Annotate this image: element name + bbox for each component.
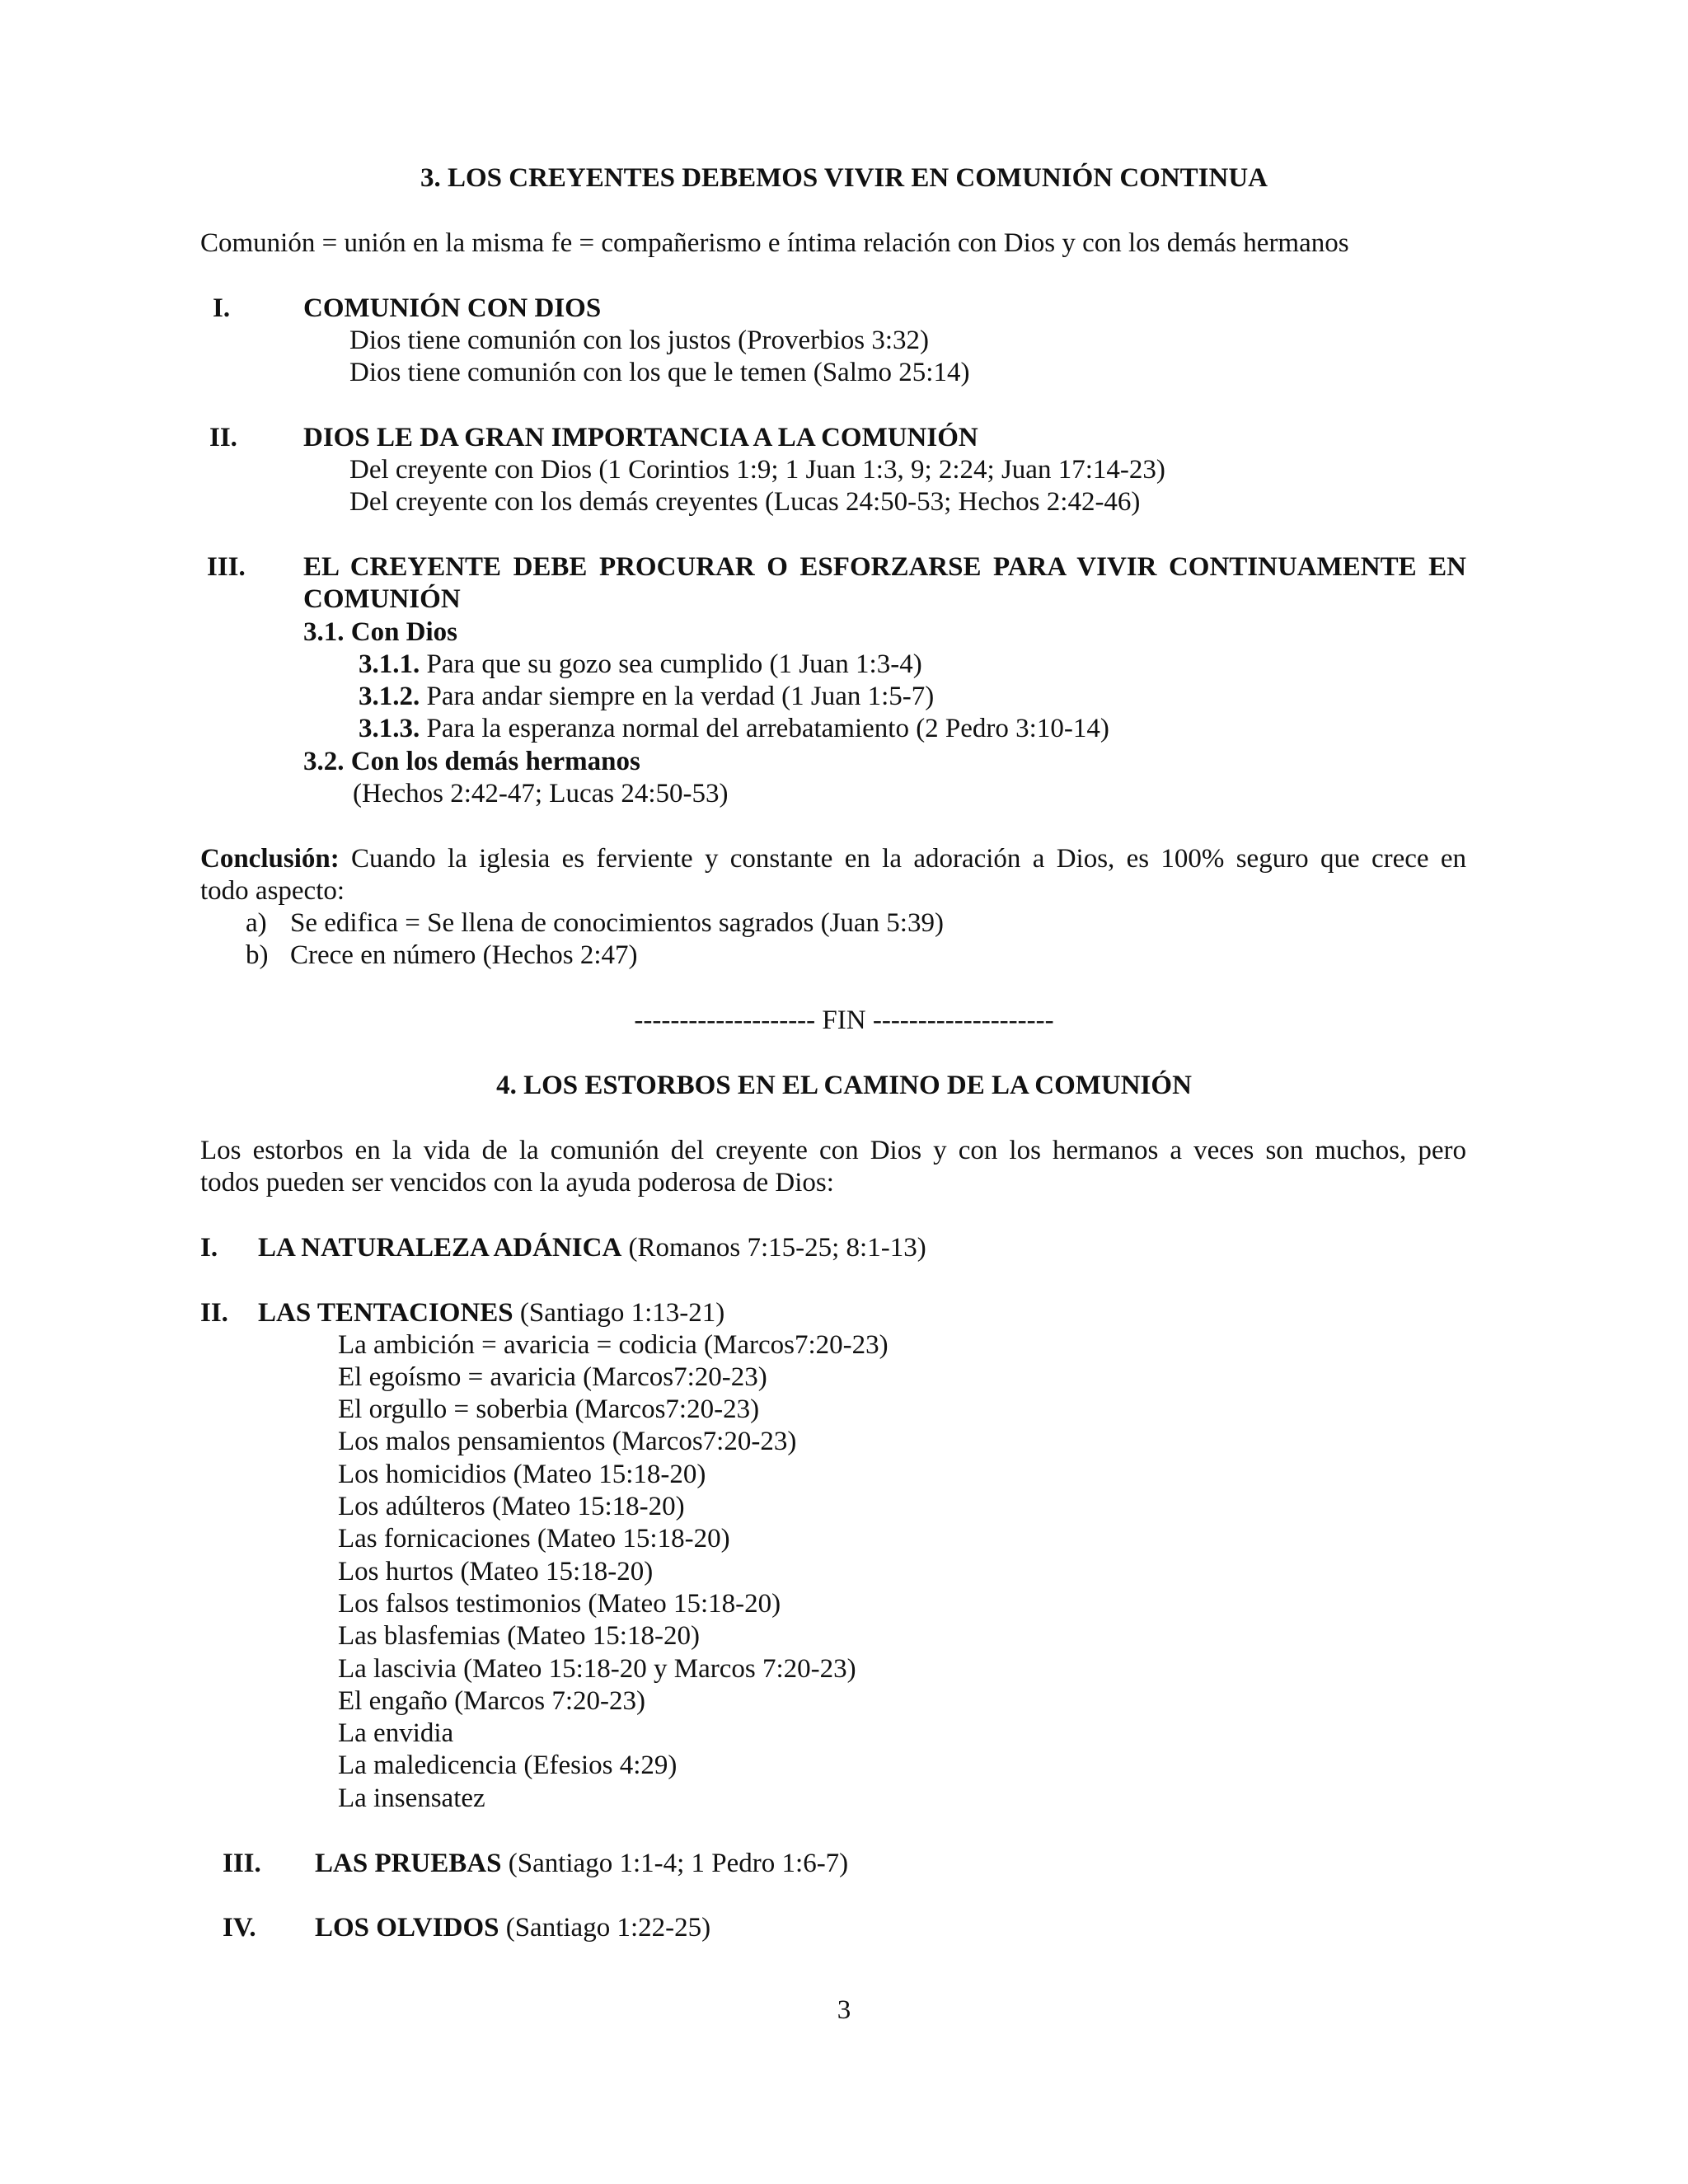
list-item: Crece en número (Hechos 2:47) — [290, 940, 638, 970]
point-heading: LA NATURALEZA ADÁNICA — [258, 1233, 622, 1263]
temptation-item: Los hurtos (Mateo 15:18-20) — [338, 1557, 654, 1586]
temptation-item: La maledicencia (Efesios 4:29) — [338, 1750, 678, 1780]
section-3-title: 3. LOS CREYENTES DEBEMOS VIVIR EN COMUNIÓN CONTINUA — [420, 163, 1268, 193]
subsection-heading: 3.1. Con Dios — [303, 617, 458, 647]
temptation-item: El engaño (Marcos 7:20-23) — [338, 1686, 645, 1716]
list-letter: b) — [246, 940, 269, 970]
temptation-item: El orgullo = soberbia (Marcos7:20-23) — [338, 1394, 760, 1424]
point-line: Dios tiene comunión con los justos (Proverbios 3:32) — [349, 326, 930, 355]
temptation-item: La envidia — [338, 1718, 454, 1748]
roman-numeral: III. — [223, 1849, 261, 1878]
roman-numeral: II. — [209, 423, 237, 452]
roman-numeral: II. — [200, 1298, 228, 1328]
point-line: Del creyente con los demás creyentes (Lucas 24:50-53; Hechos 2:42-46) — [349, 487, 1141, 517]
temptation-item: Las blasfemias (Mateo 15:18-20) — [338, 1621, 700, 1651]
conclusion-label: Conclusión: — [200, 844, 340, 874]
intro-paragraph: Los estorbos en la vida de la comunión del creyente con Dios y con los hermanos a veces son muchos, pero — [200, 1136, 1466, 1165]
subpoint-number: 3.1.2. — [359, 682, 420, 711]
temptation-item: Los homicidios (Mateo 15:18-20) — [338, 1460, 706, 1489]
subpoint-text: Para andar siempre en la verdad (1 Juan 1:5-7) — [420, 682, 935, 711]
subsection-heading: 3.2. Con los demás hermanos — [303, 747, 640, 776]
intro-paragraph-continued: todos pueden ser vencidos con la ayuda poderosa de Dios: — [200, 1168, 834, 1197]
point-heading: COMUNIÓN CON DIOS — [303, 293, 602, 323]
temptation-item: El egoísmo = avaricia (Marcos7:20-23) — [338, 1362, 767, 1392]
conclusion-paragraph-continued: todo aspecto: — [200, 876, 345, 906]
point-reference: (Santiago 1:1-4; 1 Pedro 1:6-7) — [501, 1849, 849, 1878]
point-reference: (Santiago 1:22-25) — [499, 1913, 711, 1943]
subpoint-line — [359, 681, 934, 713]
temptation-item: La insensatez — [338, 1783, 485, 1813]
point-heading: LOS OLVIDOS — [315, 1913, 499, 1943]
point-heading: EL CREYENTE DEBE PROCURAR O ESFORZARSE PARA VIVIR CONTINUAMENTE EN — [303, 552, 1466, 582]
list-item: Se edifica = Se llena de conocimientos sagrados (Juan 5:39) — [290, 908, 944, 938]
temptation-item: Las fornicaciones (Mateo 15:18-20) — [338, 1524, 730, 1554]
subsection-reference: (Hechos 2:42-47; Lucas 24:50-53) — [353, 779, 729, 808]
conclusion-text: Cuando la iglesia es ferviente y constante en la adoración a Dios, es 100% seguro que crece en — [339, 844, 1466, 874]
point-heading: LAS PRUEBAS — [315, 1849, 502, 1878]
page-number: 3 — [837, 1995, 851, 2025]
point-line — [258, 1297, 724, 1329]
roman-numeral: III. — [207, 552, 246, 582]
fin-divider: -------------------- FIN -------------------- — [634, 1005, 1054, 1035]
point-heading-continued: COMUNIÓN — [303, 584, 461, 614]
communion-definition: Comunión = unión en la misma fe = compañerismo e íntima relación con Dios y con los demás hermanos — [200, 228, 1349, 258]
subpoint-text: Para que su gozo sea cumplido (1 Juan 1:3-4) — [420, 649, 922, 679]
point-line — [315, 1912, 710, 1944]
point-line — [258, 1232, 926, 1264]
section-4-title: 4. LOS ESTORBOS EN EL CAMINO DE LA COMUNIÓN — [496, 1071, 1192, 1100]
subpoint-number: 3.1.3. — [359, 714, 420, 743]
point-line: Del creyente con Dios (1 Corintios 1:9; 1 Juan 1:3, 9; 2:24; Juan 17:14-23) — [349, 455, 1165, 485]
point-reference: (Romanos 7:15-25; 8:1-13) — [621, 1233, 926, 1263]
list-letter: a) — [246, 908, 267, 938]
temptation-item: Los malos pensamientos (Marcos7:20-23) — [338, 1427, 797, 1456]
point-reference: (Santiago 1:13-21) — [513, 1298, 725, 1328]
point-line: Dios tiene comunión con los que le temen (Salmo 25:14) — [349, 358, 970, 387]
subpoint-line — [359, 713, 1109, 745]
roman-numeral: I. — [200, 1233, 218, 1263]
subpoint-text: Para la esperanza normal del arrebatamiento (2 Pedro 3:10-14) — [420, 714, 1109, 743]
temptation-item: La ambición = avaricia = codicia (Marcos7:20-23) — [338, 1330, 889, 1360]
point-line — [315, 1848, 848, 1880]
temptation-item: Los adúlteros (Mateo 15:18-20) — [338, 1492, 685, 1521]
subpoint-line — [359, 649, 922, 681]
conclusion-paragraph — [200, 843, 1466, 875]
point-heading: DIOS LE DA GRAN IMPORTANCIA A LA COMUNIÓN — [303, 423, 978, 452]
subpoint-number: 3.1.1. — [359, 649, 420, 679]
temptation-item: La lascivia (Mateo 15:18-20 y Marcos 7:20-23) — [338, 1654, 856, 1684]
temptation-item: Los falsos testimonios (Mateo 15:18-20) — [338, 1589, 781, 1619]
roman-numeral: I. — [213, 293, 231, 323]
roman-numeral: IV. — [223, 1913, 256, 1943]
point-heading: LAS TENTACIONES — [258, 1298, 513, 1328]
